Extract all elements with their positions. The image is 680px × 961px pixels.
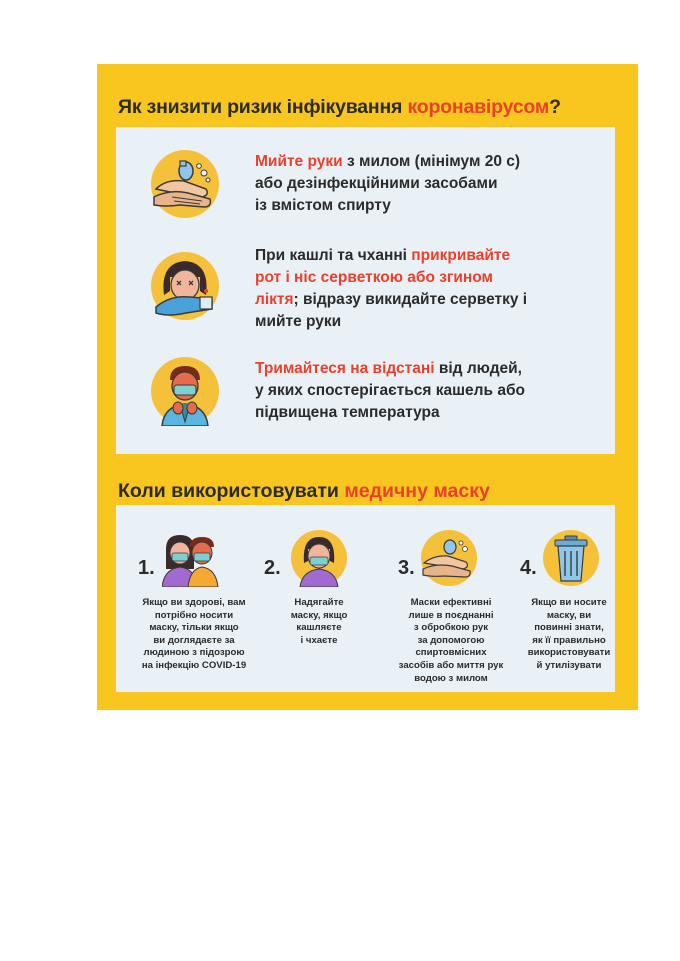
section-title-risk — [118, 96, 561, 119]
tip-2-line-3: ; відразу викидайте серветку і — [293, 291, 528, 308]
tip-2-line-4: мийте руки — [255, 313, 342, 330]
hand-washing-icon — [420, 529, 478, 587]
tip-1-line-1: з милом (мінімум 20 с) — [342, 153, 521, 170]
tip-1-line-2: або дезінфекційними засобами — [255, 175, 498, 192]
keep-distance-icon — [150, 356, 220, 426]
title-text: Як знизити ризик інфікування — [118, 96, 408, 118]
title-text: Коли використовувати — [118, 480, 345, 502]
tip-2-line-1: При кашлі та чханні — [255, 247, 412, 264]
tip-3-line-2: у яких спостерігається кашель або — [255, 382, 526, 399]
step-text-line: Якщо ви здорові, вам — [142, 597, 246, 608]
step-text-line: за допомогою — [417, 634, 485, 646]
section-title-mask — [118, 480, 490, 503]
step-text-line: маску, ви — [546, 609, 592, 621]
trash-bin-icon — [542, 529, 600, 587]
step-number: 1. — [138, 557, 155, 579]
step-text-line: Маски ефективні — [410, 597, 492, 608]
tip-3-line-1: від людей, — [434, 360, 522, 377]
title-highlight: коронавірусом — [407, 96, 550, 118]
tips-panel — [116, 127, 615, 454]
step-text-line: повинні знати, — [534, 622, 604, 634]
step-text-line: як її правильно — [532, 634, 606, 646]
step-text-line: маску, якщо — [290, 609, 348, 621]
tip-2-highlight-2: рот і ніс серветкою або згином — [255, 269, 494, 286]
step-text-line: водою з милом — [414, 672, 488, 684]
step-number: 4. — [520, 557, 537, 579]
tip-2-highlight-1: прикривайте — [411, 247, 511, 264]
infographic-poster — [97, 64, 638, 710]
step-text-line: лише в поєднанні — [408, 609, 494, 621]
step-number: 3. — [398, 557, 415, 579]
step-text-line: ви доглядаєте за — [153, 634, 235, 646]
masked-person-icon — [290, 529, 348, 587]
title-question-mark: ? — [549, 96, 561, 118]
step-text-line: й утилізувати — [536, 659, 602, 671]
step-text-line: людиною з підозрою — [143, 647, 245, 659]
title-highlight: медичну маску — [344, 480, 490, 502]
step-text-line: засобів або миття рук — [398, 659, 504, 671]
step-number: 2. — [264, 557, 281, 579]
step-text-line: і чхаєте — [300, 634, 338, 646]
cough-into-elbow-icon — [150, 251, 220, 321]
hand-washing-icon — [150, 149, 220, 219]
tip-3-highlight: Тримайтеся на відстані — [255, 360, 435, 377]
tip-1-line-3: із вмістом спирту — [255, 197, 391, 214]
step-text-line: спиртовмісних — [415, 647, 487, 659]
step-text-line: Якщо ви носите — [531, 597, 607, 608]
step-text-line: Надягайте — [294, 597, 344, 608]
step-text-line: з обробкою рук — [413, 622, 489, 634]
step-text-line: маску, тільки якщо — [149, 622, 239, 634]
step-text-line: на інфекцію COVID-19 — [141, 659, 247, 671]
step-text-line: потрібно носити — [154, 609, 234, 621]
tip-1-highlight: Мийте руки — [255, 153, 343, 170]
masked-people-icon — [162, 529, 220, 587]
tip-3-line-3: підвищена температура — [255, 404, 440, 421]
mask-steps-panel — [116, 505, 615, 692]
step-text-line: кашляєте — [296, 622, 342, 634]
tip-2-highlight-3: ліктя — [255, 291, 294, 308]
step-text-line: використовувати — [527, 647, 611, 659]
